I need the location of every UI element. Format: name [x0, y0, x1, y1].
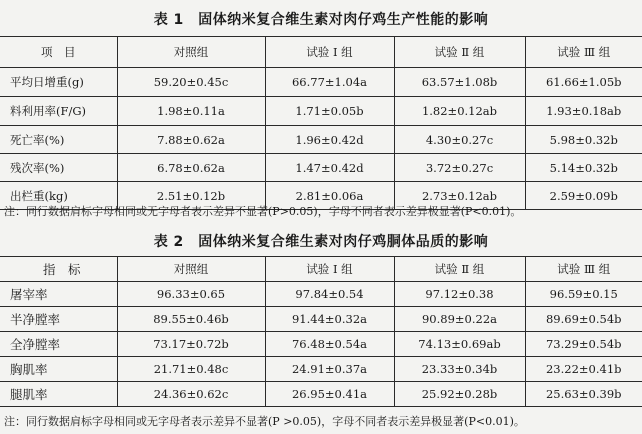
table-cell: 5.98±0.32b — [525, 126, 642, 154]
table2-header-trial2: 试验 Ⅱ 组 — [394, 257, 525, 282]
table-cell: 97.84±0.54 — [265, 282, 394, 307]
table1 — [0, 36, 642, 210]
table-row — [0, 382, 642, 407]
table-cell: 89.55±0.46b — [117, 307, 265, 332]
table-row — [0, 97, 642, 126]
table-cell: 73.29±0.54b — [525, 332, 642, 357]
table-cell: 76.48±0.54a — [265, 332, 394, 357]
table1-title: 表 1 固体纳米复合维生素对肉仔鸡生产性能的影响 — [153, 12, 489, 28]
table2 — [0, 256, 642, 407]
row-label: 料利用率(F/G) — [0, 97, 117, 126]
table-cell: 2.59±0.09b — [525, 182, 642, 210]
table-row — [0, 154, 642, 182]
table1-header-trial1: 试验 Ⅰ 组 — [265, 37, 394, 68]
table2-header-indicator: 指 标 — [0, 257, 117, 282]
table-cell: 90.89±0.22a — [394, 307, 525, 332]
table2-title: 表 2 固体纳米复合维生素对肉仔鸡胴体品质的影响 — [153, 234, 489, 250]
table-cell: 66.77±1.04a — [265, 68, 394, 97]
table-cell: 26.95±0.41a — [265, 382, 394, 407]
row-label: 残次率(%) — [0, 154, 117, 182]
table-cell: 96.33±0.65 — [117, 282, 265, 307]
table-cell: 2.73±0.12ab — [394, 182, 525, 210]
table-cell: 5.14±0.32b — [525, 154, 642, 182]
row-label: 腿肌率 — [0, 382, 117, 407]
table1-header-trial3: 试验 Ⅲ 组 — [525, 37, 642, 68]
row-label: 全净膛率 — [0, 332, 117, 357]
table1-header-control: 对照组 — [117, 37, 265, 68]
row-label: 出栏重(kg) — [0, 182, 117, 210]
table-cell: 25.63±0.39b — [525, 382, 642, 407]
table1-header-item: 项 目 — [0, 37, 117, 68]
table-cell: 25.92±0.28b — [394, 382, 525, 407]
table-cell: 3.72±0.27c — [394, 154, 525, 182]
table-cell: 24.36±0.62c — [117, 382, 265, 407]
table-row — [0, 68, 642, 97]
table-cell: 74.13±0.69ab — [394, 332, 525, 357]
table1-header-trial2: 试验 Ⅱ 组 — [394, 37, 525, 68]
table-cell: 59.20±0.45c — [117, 68, 265, 97]
row-label: 半净膛率 — [0, 307, 117, 332]
table-cell: 6.78±0.62a — [117, 154, 265, 182]
row-label: 死亡率(%) — [0, 126, 117, 154]
table-cell: 89.69±0.54b — [525, 307, 642, 332]
row-label: 平均日增重(g) — [0, 68, 117, 97]
table2-header-trial1: 试验 Ⅰ 组 — [265, 257, 394, 282]
table-cell: 91.44±0.32a — [265, 307, 394, 332]
table2-header-trial3: 试验 Ⅲ 组 — [525, 257, 642, 282]
table2-header-control: 对照组 — [117, 257, 265, 282]
row-label: 胸肌率 — [0, 357, 117, 382]
table-cell: 1.98±0.11a — [117, 97, 265, 126]
table-cell: 2.81±0.06a — [265, 182, 394, 210]
table-cell: 7.88±0.62a — [117, 126, 265, 154]
table-cell: 23.22±0.41b — [525, 357, 642, 382]
table1-header-row — [0, 37, 642, 68]
table-cell: 23.33±0.34b — [394, 357, 525, 382]
table-cell: 73.17±0.72b — [117, 332, 265, 357]
table2-header-row — [0, 257, 642, 282]
table1-footnote: 注：同行数据肩标字母相同或无字母者表示差异不显著(P>0.05)，字母不同者表示差异极显著(P<0.01)。 — [4, 205, 522, 218]
row-label: 屠宰率 — [0, 282, 117, 307]
table-row — [0, 282, 642, 307]
table-row — [0, 126, 642, 154]
table-cell: 21.71±0.48c — [117, 357, 265, 382]
table-row — [0, 332, 642, 357]
table-cell: 1.47±0.42d — [265, 154, 394, 182]
table-cell: 2.51±0.12b — [117, 182, 265, 210]
table-row — [0, 307, 642, 332]
table2-footnote: 注：同行数据肩标字母相同或无字母者表示差异不显著(P >0.05)，字母不同者表示差异极显著(P<0.01)。 — [4, 415, 525, 428]
table-cell: 1.82±0.12ab — [394, 97, 525, 126]
table-cell: 61.66±1.05b — [525, 68, 642, 97]
table-cell: 97.12±0.38 — [394, 282, 525, 307]
table-cell: 63.57±1.08b — [394, 68, 525, 97]
table-cell: 1.93±0.18ab — [525, 97, 642, 126]
table-cell: 4.30±0.27c — [394, 126, 525, 154]
table-cell: 1.96±0.42d — [265, 126, 394, 154]
table-cell: 96.59±0.15 — [525, 282, 642, 307]
table-cell: 1.71±0.05b — [265, 97, 394, 126]
table-row — [0, 357, 642, 382]
table-cell: 24.91±0.37a — [265, 357, 394, 382]
